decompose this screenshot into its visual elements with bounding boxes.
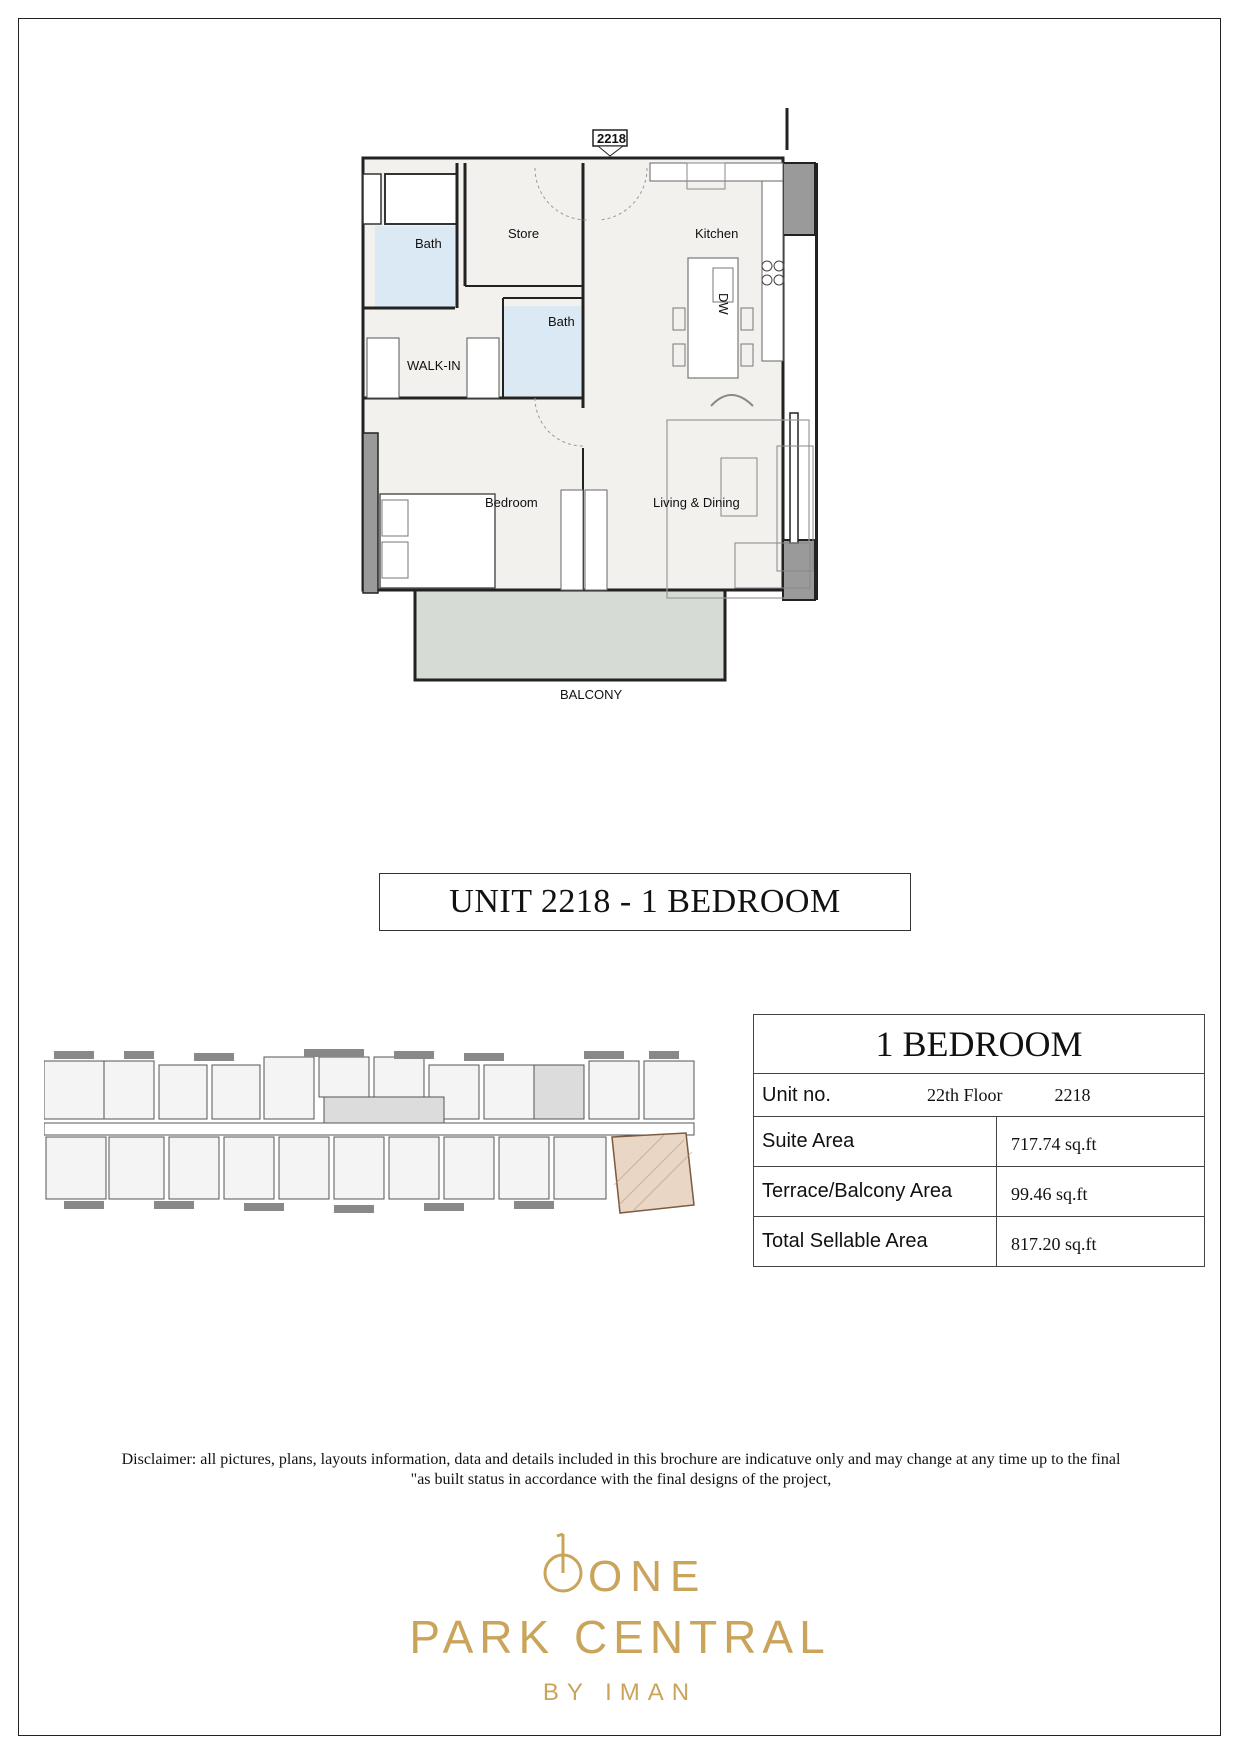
unit-entrance-tag: 2218 (597, 131, 626, 146)
room-label-kitchen: Kitchen (695, 226, 739, 241)
floor-key-plan (44, 1045, 734, 1225)
disclaimer (60, 1450, 1182, 1490)
unit-number-row (754, 1074, 1205, 1117)
unit-floor-plan (355, 108, 855, 753)
unit-spec-table (753, 1014, 1205, 1267)
svg-text:DW: DW (716, 293, 731, 315)
area-label: Total Sellable Area (754, 1217, 997, 1267)
area-label: Terrace/Balcony Area (754, 1167, 997, 1217)
room-label-bedroom: Bedroom (485, 495, 538, 510)
room-label-store: Store (508, 226, 540, 241)
disclaimer-line: Disclaimer: all pictures, plans, layouts information, data and details included in this brochure are indicatuve only and may change at any time up to the final (121, 1451, 1121, 1468)
brand-logo (370, 1528, 870, 1708)
logo-line-by-iman: BY IMAN (542, 1679, 698, 1706)
floor-value: 22th Floor (926, 1084, 1003, 1105)
area-label: Suite Area (754, 1117, 997, 1167)
room-label-walk-in: WALK-IN (407, 358, 461, 373)
logo-line-one: ONE (588, 1552, 708, 1601)
room-label-bath: Bath (548, 314, 575, 329)
area-value: 717.74 sq.ft (997, 1117, 1205, 1167)
highlighted-unit (612, 1133, 694, 1213)
room-label-living-dining: Living & Dining (653, 495, 740, 510)
unit-no-label: Unit no. (762, 1083, 831, 1106)
unit-no-value: 2218 (1054, 1084, 1091, 1105)
disclaimer-line: "as built status in accordance with the final designs of the project, (410, 1471, 832, 1488)
spec-title: 1 BEDROOM (754, 1015, 1205, 1074)
room-label-balcony: BALCONY (560, 687, 623, 702)
area-value: 817.20 sq.ft (997, 1217, 1205, 1267)
logo-line-park-central: PARK CENTRAL (409, 1611, 831, 1663)
room-label-bath: Bath (415, 236, 442, 251)
unit-title: UNIT 2218 - 1 BEDROOM (379, 873, 911, 931)
area-value: 99.46 sq.ft (997, 1167, 1205, 1217)
